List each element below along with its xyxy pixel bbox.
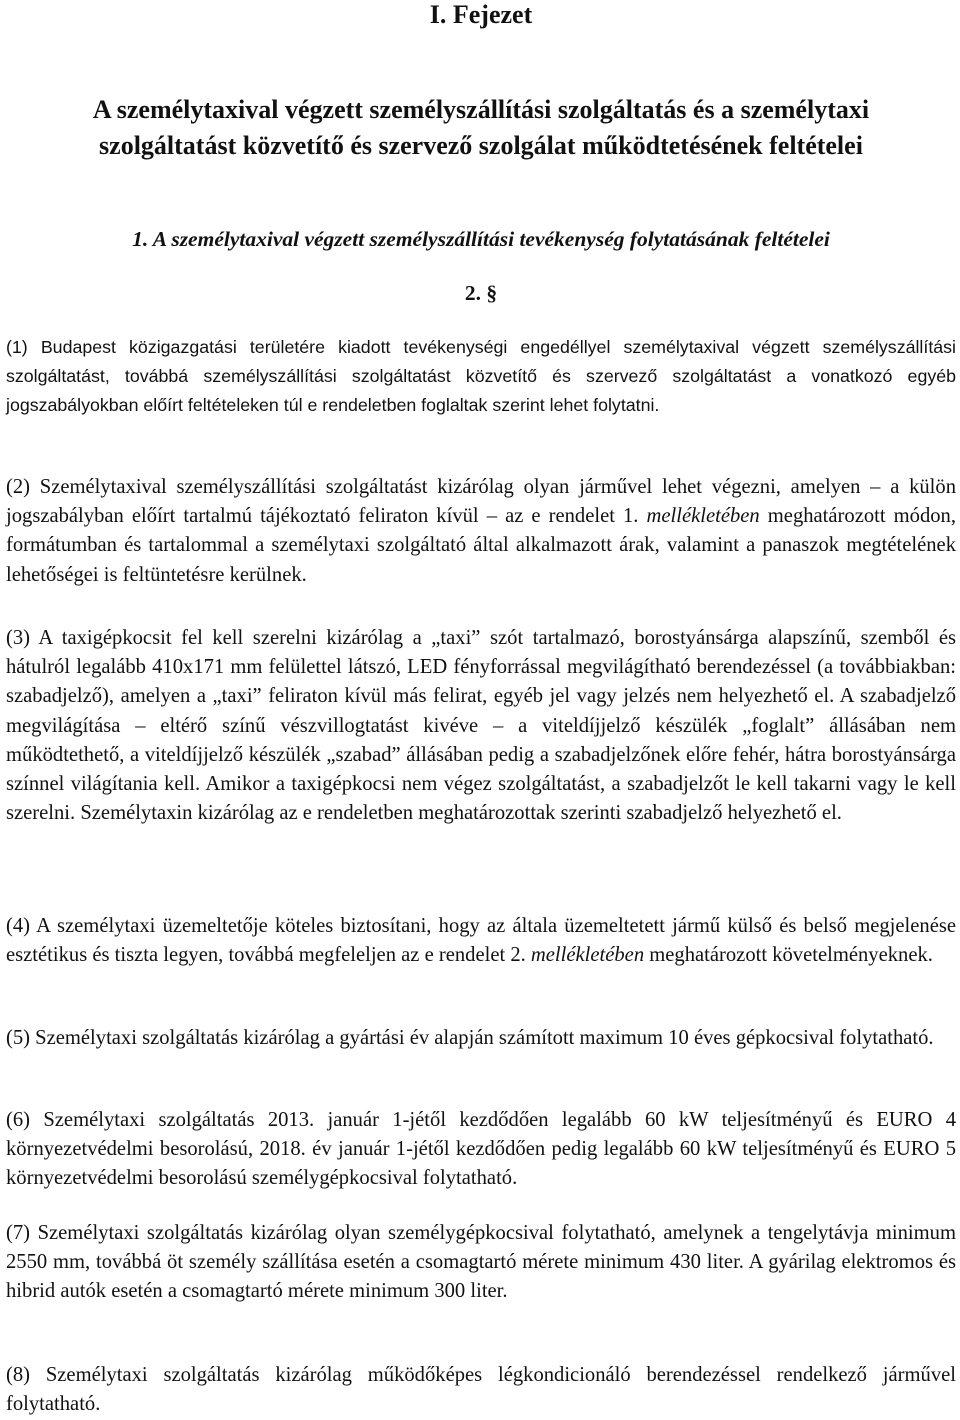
section-title: 1. A személytaxival végzett személyszállítási tevékenység folytatásának feltételei	[132, 227, 830, 251]
document-title-line: A személytaxival végzett személyszállítási szolgáltatás és a személytaxi	[92, 95, 870, 124]
paragraph-6: (6) Személytaxi szolgáltatás 2013. január 1-jétől kezdődően legalább 60 kW teljesítményű és EURO 4 környezetvédelmi besorolású, 2018. év január 1-jétől kezdődően pedig legalább 60 kW teljesítményű és EURO 5 környezetvédelmi besorolású személygépkocsival folytatható.	[6, 1109, 956, 1190]
paragraph-8: (8) Személytaxi szolgáltatás kizárólag működőképes légkondicionáló berendezéssel rendelkező járművel folytatható.	[6, 1364, 956, 1416]
paragraph-4	[6, 912, 956, 970]
annex-reference: mellékletében	[646, 505, 760, 528]
document-title-line: szolgáltatást közvetítő és szervező szolgálat működtetésének feltételei	[99, 131, 863, 160]
paragraph-5: (5) Személytaxi szolgáltatás kizárólag a gyártási év alapján számított maximum 10 éves gépkocsival folytatható.	[6, 1027, 934, 1049]
paragraph-1: (1) Budapest közigazgatási területére kiadott tevékenységi engedéllyel személytaxival végzett személyszállítási szolgáltatást, továbbá személyszállítási szolgáltatást közvetítő és szervező szolgáltatást a vonatkozó egyéb jogszabályokban előírt feltételeken túl e rendeletben foglaltak szerint lehet folytatni.	[6, 337, 956, 416]
document-title	[6, 92, 956, 164]
paragraph-2	[6, 473, 956, 590]
paragraph-4-text: (4) A személytaxi üzemeltetője köteles biztosítani, hogy az általa üzemeltetett jármű külső és belső megjelenése esztétikus és tiszta legyen, továbbá megfeleljen az e rendelet 2.	[6, 915, 956, 967]
paragraph-7: (7) Személytaxi szolgáltatás kizárólag olyan személygépkocsival folytatható, amelynek a tengelytávja minimum 2550 mm, továbbá öt személy szállítása esetén a csomagtartó mérete minimum 430 liter. A gyárilag elektromos és hibrid autók esetén a csomagtartó mérete minimum 300 liter.	[6, 1222, 956, 1303]
chapter-heading: I. Fejezet	[429, 0, 533, 29]
section-number: 2. §	[464, 281, 498, 305]
paragraph-2-text: (2) Személytaxival személyszállítási szolgáltatást kizárólag olyan járművel lehet végezni, amelyen – a külön jogszabályban előírt tartalmú tájékoztató feliraton kívül – az e rendelet 1.	[6, 476, 956, 528]
annex-reference: mellékletében	[530, 944, 645, 967]
paragraph-2-text: meghatározott módon, formátumban és tartalommal a személytaxi szolgáltató által alkalmazott árak, valamint a panaszok megtételének lehetőségei is feltüntetésre kerülnek.	[6, 505, 956, 586]
paragraph-4-text: meghatározott követelményeknek.	[644, 944, 933, 967]
paragraph-3: (3) A taxigépkocsit fel kell szerelni kizárólag a „taxi” szót tartalmazó, borostyánsárga alapszínű, szemből és hátulról legalább 410x171 mm felülettel látszó, LED fényforrással megvilágítható berendezéssel (a továbbiakban: szabadjelző), amelyen a „taxi” feliraton kívül más felirat, egyéb jel vagy jelzés nem helyezhető el. A szabadjelző megvilágítása – eltérő színű vészvillogtatást kivéve – a viteldíjjelző készülék „foglalt” állásában nem működtethető, a viteldíjjelző készülék „szabad” állásában pedig a szabadjelzőnek előre fehér, hátra borostyánsárga színnel világítania kell. Amikor a taxigépkocsi nem végez szolgáltatást, a szabadjelzőt le kell takarni vagy le kell szerelni. Személytaxin kizárólag az e rendeletben meghatározottak szerinti szabadjelző helyezhető el.	[6, 627, 956, 825]
